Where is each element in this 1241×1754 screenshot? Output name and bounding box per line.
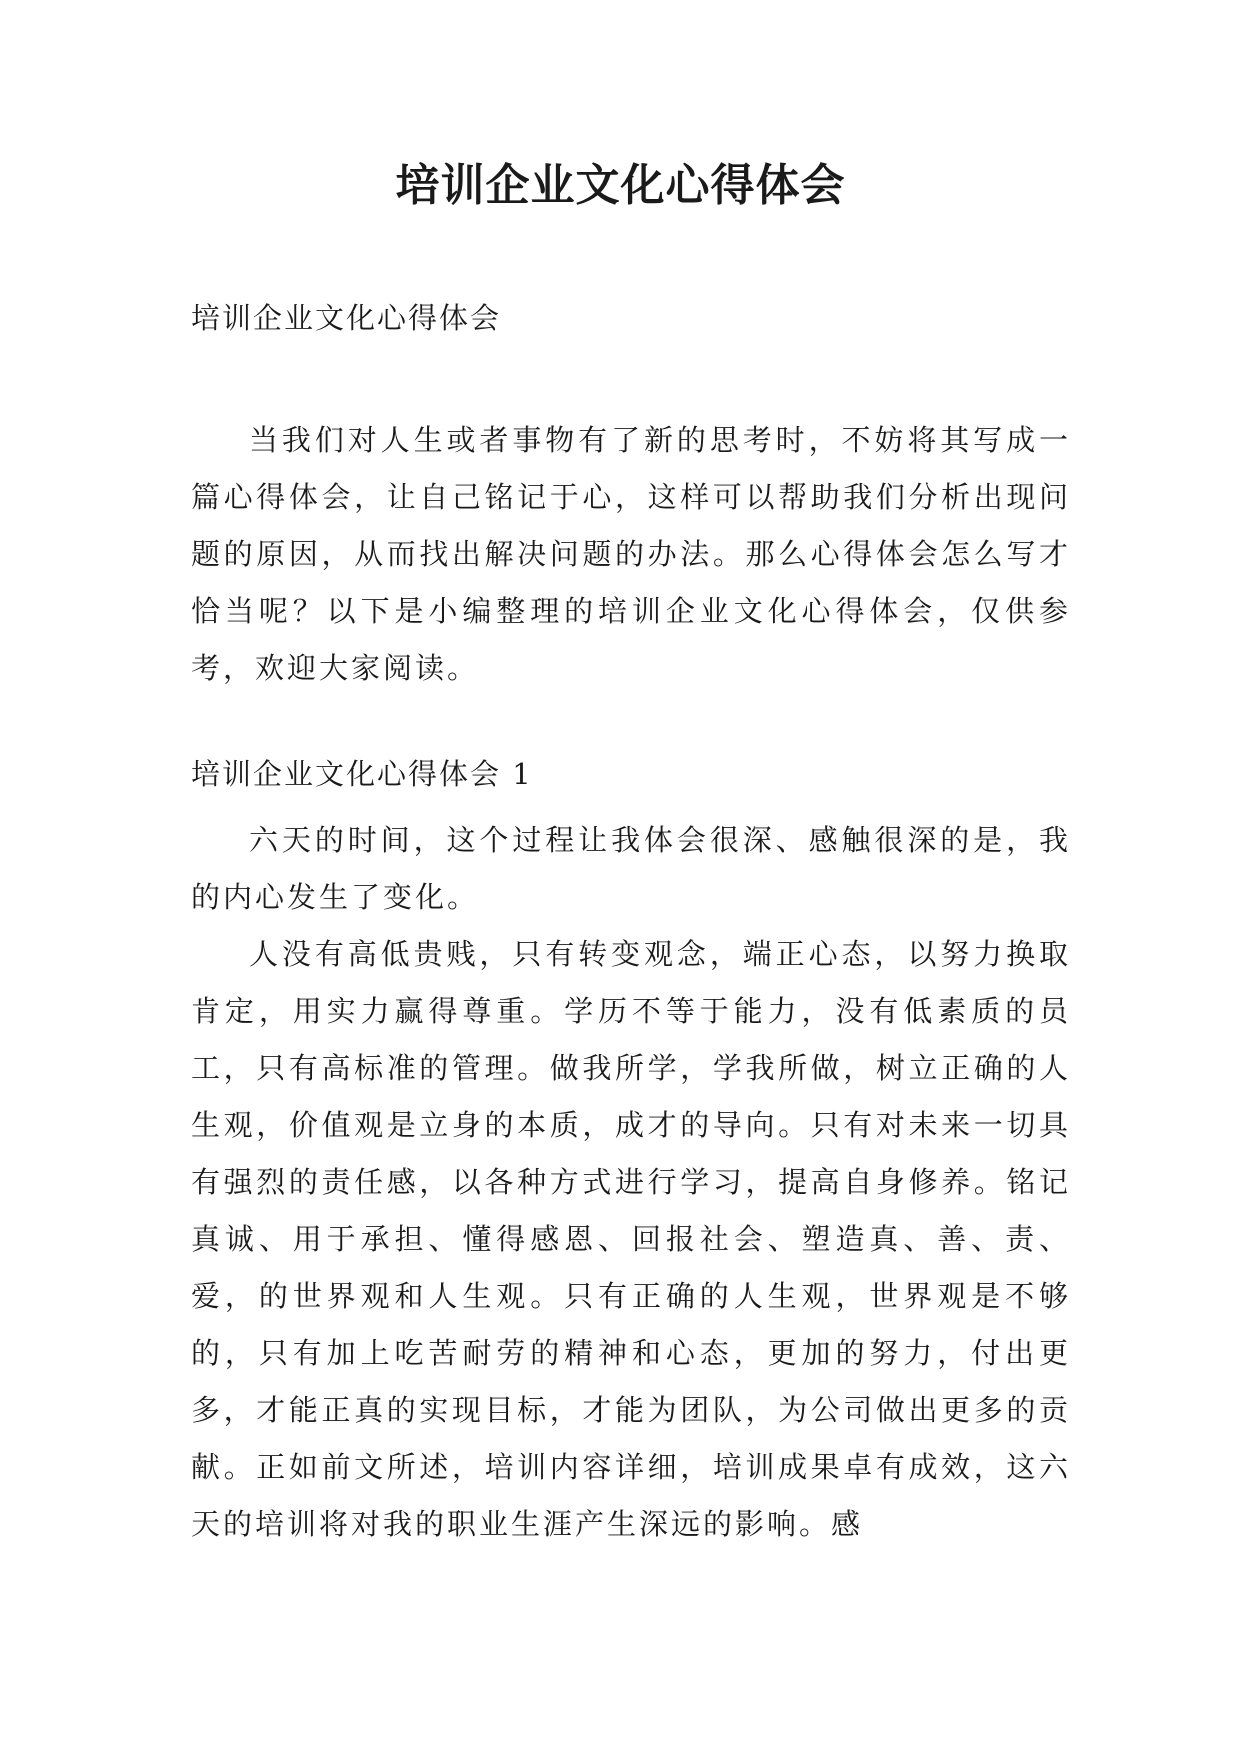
document-subtitle: 培训企业文化心得体会 — [191, 301, 502, 335]
section-heading: 培训企业文化心得体会 1 — [191, 757, 533, 791]
document-title: 培训企业文化心得体会 — [395, 160, 846, 211]
section-paragraph: 人没有高低贵贱，只有转变观念，端正心态，以努力换取肯定，用实力赢得尊重。学历不等于能力，没有低素质的员工，只有高标准的管理。做我所学，学我所做，树立正确的人生观，价值观是立身的本质，成才的导向。只有对未来一切具有强烈的责任感，以各种方式进行学习，提高自身修养。铭记真诚、用于承担、懂得感恩、回报社会、塑造真、善、责、爱，的世界观和人生观。只有正确的人生观，世界观是不够的，只有加上吃苦耐劳的精神和心态，更加的努力，付出更多，才能正真的实现目标，才能为团队，为公司做出更多的贡献。正如前文所述，培训内容详细，培训成果卓有成效，这六天的培训将对我的职业生涯产生深远的影响。感 — [191, 937, 1071, 1541]
intro-paragraph: 当我们对人生或者事物有了新的思考时，不妨将其写成一篇心得体会，让自己铭记于心，这样可以帮助我们分析出现问题的原因，从而找出解决问题的办法。那么心得体会怎么写才恰当呢？以下是小编整理的培训企业文化心得体会，仅供参考，欢迎大家阅读。 — [191, 423, 1071, 685]
section-paragraph: 六天的时间，这个过程让我体会很深、感触很深的是，我的内心发生了变化。 — [191, 823, 1071, 914]
